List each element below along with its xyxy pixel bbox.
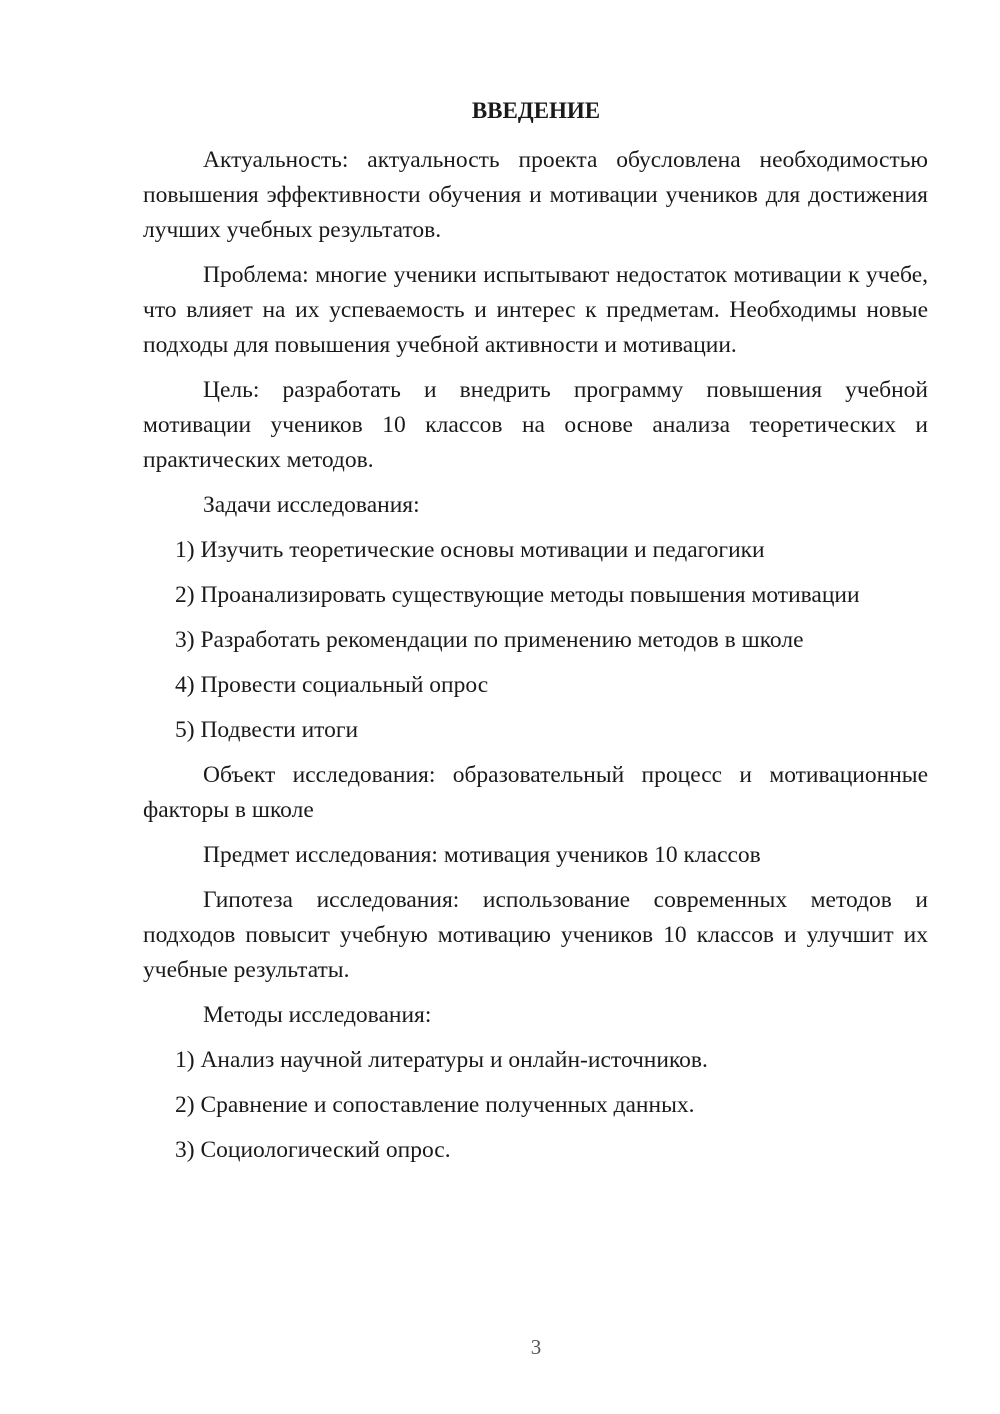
page-number: 3 (530, 1335, 542, 1359)
hypothesis-paragraph: Гипотеза исследования: использование современных методов и подходов повысит учебную мотивацию учеников 10 классов и улучшит их учебные результаты. (143, 887, 928, 983)
methods-list (143, 1043, 928, 1168)
list-item: 3) Социологический опрос. (175, 1137, 451, 1163)
document-body (143, 143, 928, 1178)
goal-paragraph: Цель: разработать и внедрить программу повышения учебной мотивации учеников 10 классов на основе анализа теоретических и практических методов. (143, 377, 928, 473)
list-item: 5) Подвести итоги (175, 717, 359, 743)
problem-paragraph: Проблема: многие ученики испытывают недостаток мотивации к учебе, что влияет на их успеваемость и интерес к предметам. Необходимы новые подходы для повышения учебной активности и мотивации. (143, 262, 928, 358)
list-item: 4) Провести социальный опрос (175, 672, 489, 698)
list-item: 2) Сравнение и сопоставление полученных данных. (175, 1092, 695, 1118)
list-item: 3) Разработать рекомендации по применению методов в школе (175, 627, 804, 653)
tasks-label: Задачи исследования: (203, 492, 420, 518)
tasks-list (143, 533, 928, 748)
relevance-paragraph: Актуальность: актуальность проекта обусловлена необходимостью повышения эффективности обучения и мотивации учеников для достижения лучших учебных результатов. (143, 147, 928, 243)
methods-label: Методы исследования: (203, 1002, 432, 1028)
list-item: 1) Изучить теоретические основы мотивации и педагогики (175, 537, 765, 563)
list-item: 2) Проанализировать существующие методы повышения мотивации (175, 582, 860, 608)
subject-paragraph: Предмет исследования: мотивация учеников 10 классов (203, 842, 761, 868)
object-paragraph: Объект исследования: образовательный процесс и мотивационные факторы в школе (143, 762, 928, 823)
list-item: 1) Анализ научной литературы и онлайн-источников. (175, 1047, 708, 1073)
page-title: ВВЕДЕНИЕ (471, 98, 601, 123)
